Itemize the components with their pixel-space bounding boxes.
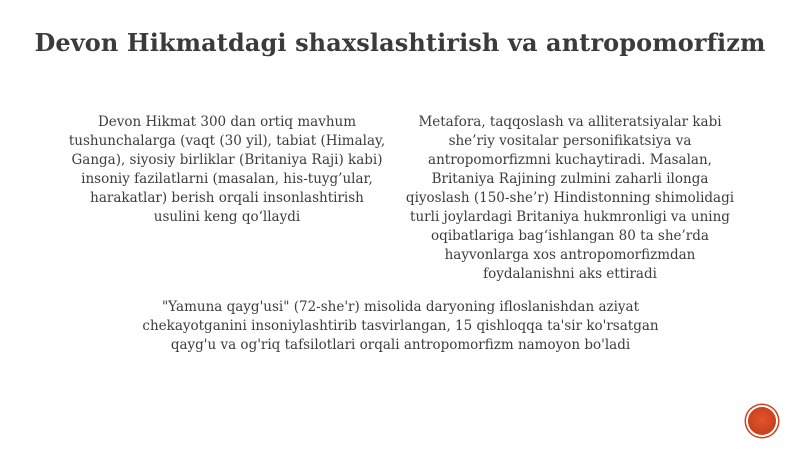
slide-title: Devon Hikmatdagi shaxslashtirish va antropomorfizm — [34, 28, 766, 57]
next-slide-button[interactable] — [748, 407, 776, 435]
left-column-text: Devon Hikmat 300 dan ortiq mavhum tushunchalarga (vaqt (30 yil), tabiat (Himalay, Ganga), siyosiy birliklar (Britaniya Raji) kabi) insoniy fazilatlarni (masalan, his-tuyg’ular, harakatlar) berish orqali insonlashtirish usulini keng qo‘llaydi — [68, 114, 386, 225]
bottom-text: "Yamuna qayg'usi" (72-she'r) misolida daryoning ifloslanishdan aziyat chekayotganini insoniylashtirib tasvirlangan, 15 qishloqqa ta'sir ko'rsatgan qayg'u va og'riq tafsilotlari orqali antropomorfizm namoyon bo'ladi — [142, 299, 659, 353]
right-column-text: Metafora, taqqoslash va alliteratsiyalar kabi she’riy vositalar personifikatsiya va antropomorfizmni kuchaytiradi. Masalan, Britaniya Rajining zulmini zaharli ilonga qiyoslash (150-she’r) Hindistonning shimolidagi turli joylardagi Britaniya hukmronligi va uning oqibatlariga bag‘ishlangan 80 ta she’rda hayvonlarga xos antropomorfizmdan foydalanishni aks ettiradi — [405, 114, 735, 282]
